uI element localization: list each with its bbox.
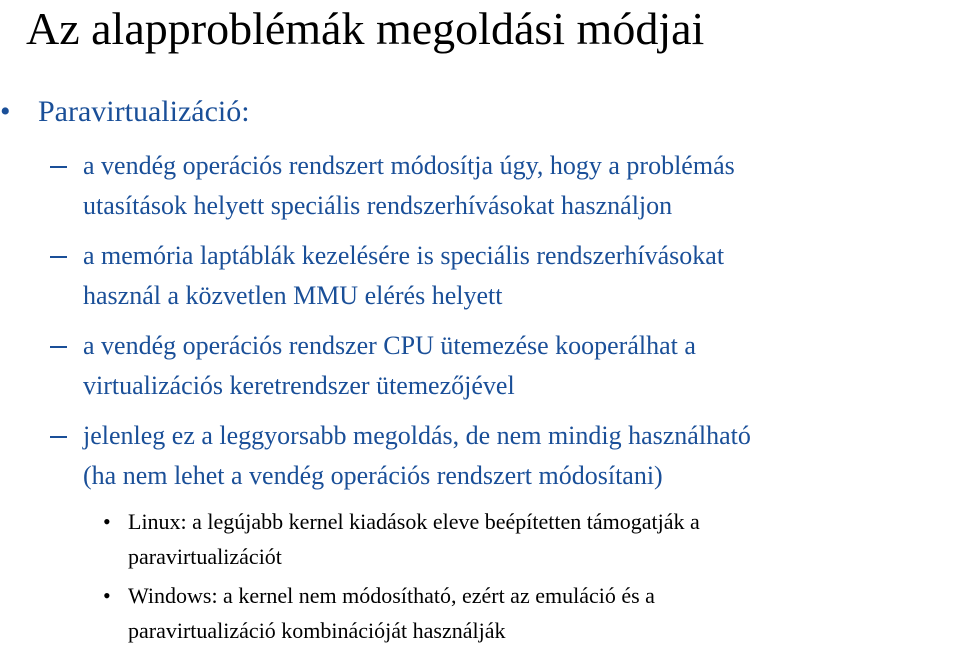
sub-sub-item-line: paravirtualizációt (128, 544, 282, 569)
main-bullet-text: Paravirtualizáció: (38, 95, 250, 128)
sub-sub-item-text (128, 578, 959, 648)
sub-item-line: jelenleg ez a leggyorsabb megoldás, de nem mindig használható (83, 421, 751, 450)
bullet-icon: • (0, 95, 11, 128)
sub-item-text (83, 416, 959, 496)
dash-icon (50, 256, 67, 258)
sub-item-line: a vendég operációs rendszert módosítja úgy, hogy a problémás (83, 151, 735, 180)
dash-icon (50, 166, 67, 168)
dash-icon (50, 346, 67, 348)
bullet-icon: • (103, 583, 111, 608)
bullet-icon: • (103, 509, 111, 534)
sub-item-line: virtualizációs keretrendszer ütemezőjével (83, 371, 515, 400)
sub-sub-item-line: Windows: a kernel nem módosítható, ezért az emuláció és a (128, 583, 655, 608)
sub-item-line: használ a közvetlen MMU elérés helyett (83, 281, 503, 310)
slide-title: Az alapproblémák megoldási módjai (26, 3, 705, 54)
sub-item-text (83, 326, 959, 406)
sub-item-text (83, 146, 959, 226)
sub-item-line: a memória laptáblák kezelésére is speciális rendszerhívásokat (83, 241, 725, 270)
dash-icon (50, 436, 67, 438)
sub-sub-item-line: paravirtualizáció kombinációját használják (128, 618, 506, 643)
sub-item-line: (ha nem lehet a vendég operációs rendszert módosítani) (83, 461, 663, 490)
sub-item-line: utasítások helyett speciális rendszerhívásokat használjon (83, 191, 673, 220)
sub-sub-item-line: Linux: a legújabb kernel kiadások eleve beépítetten támogatják a (128, 509, 700, 534)
sub-item-line: a vendég operációs rendszer CPU ütemezése kooperálhat a (83, 331, 696, 360)
sub-item-text (83, 236, 959, 316)
sub-sub-item-text (128, 504, 959, 574)
